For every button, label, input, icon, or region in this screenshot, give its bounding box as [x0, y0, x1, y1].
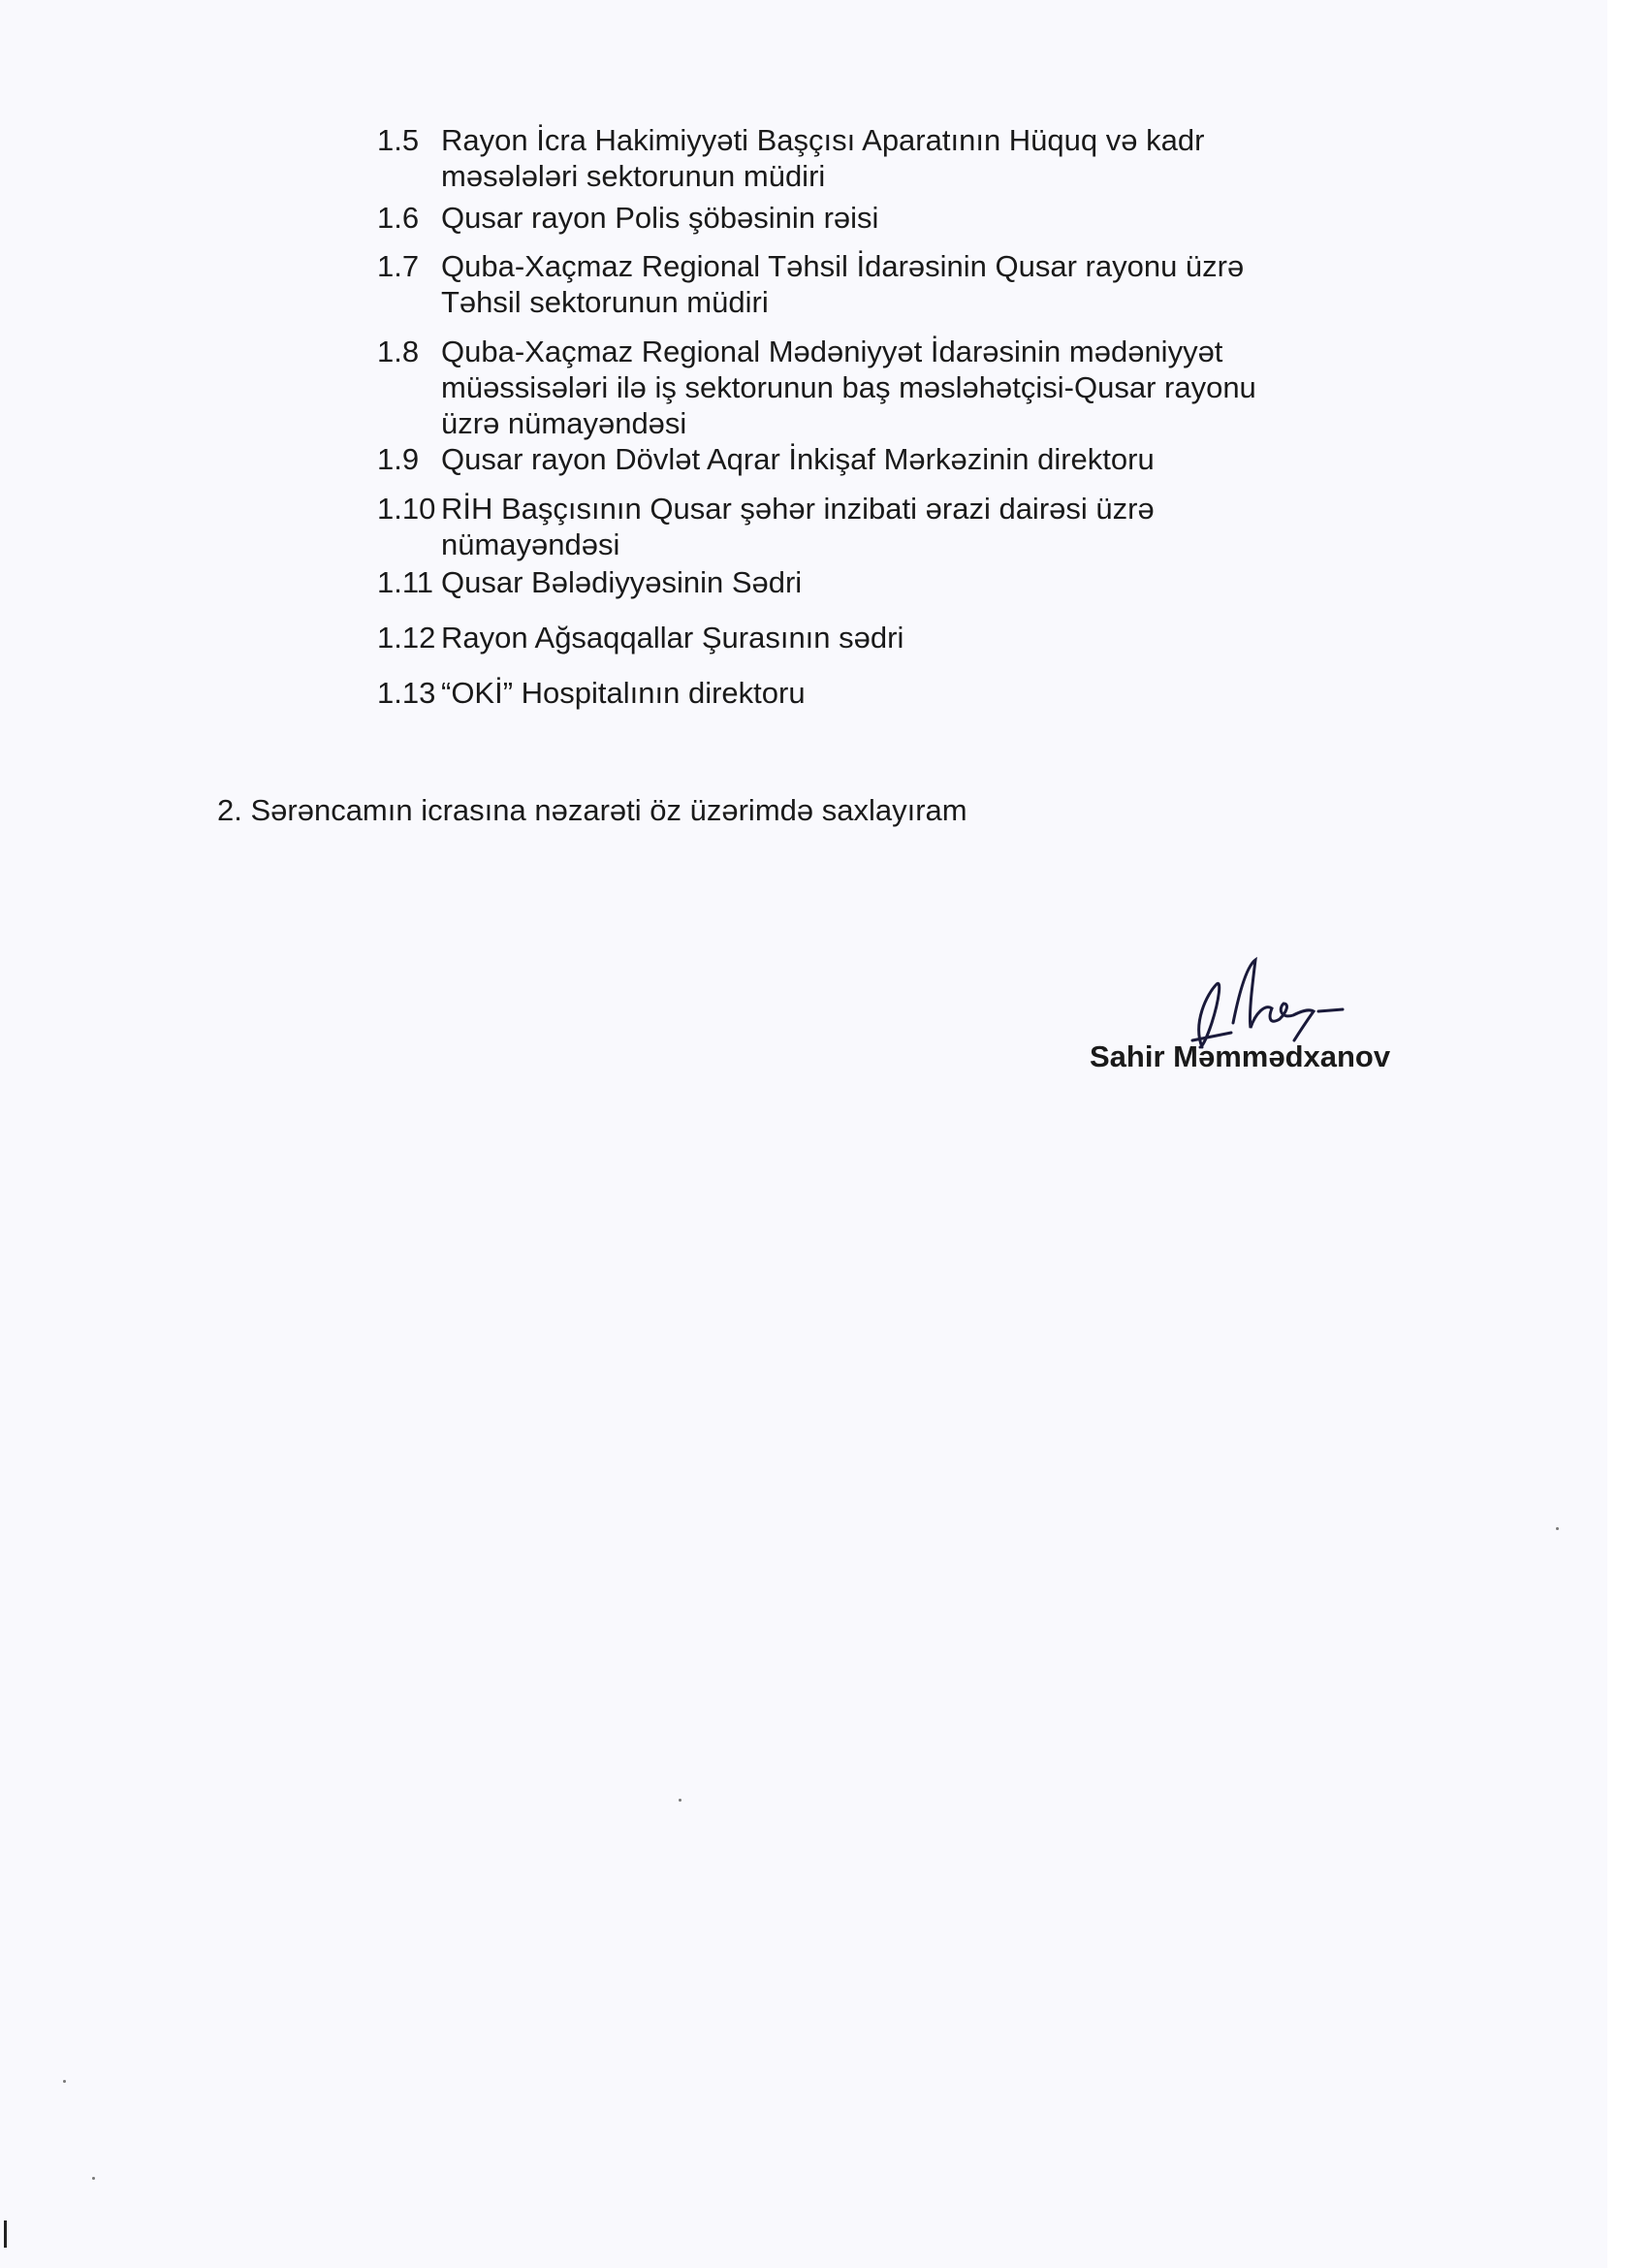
list-item	[339, 334, 1406, 441]
item-text: RİH Başçısının Qusar şəhər inzibati ərazi dairəsi üzrə nümayəndəsi	[441, 492, 1155, 561]
scan-margin-mark	[4, 2220, 7, 2248]
handwritten-signature	[1163, 955, 1386, 1052]
item-text: Quba-Xaçmaz Regional Mədəniyyət İdarəsinin mədəniyyət müəssisələri ilə iş sektorunun baş məsləhətçisi-Qusar rayonu üzrə nümayəndəsi	[441, 335, 1256, 440]
item-number: 1.8	[377, 335, 420, 368]
item-number: 1.5	[377, 123, 420, 157]
list-item	[339, 441, 1406, 477]
list-item	[339, 675, 1406, 711]
scan-speck	[1556, 1527, 1559, 1530]
item-text: Qusar Bələdiyyəsinin Sədri	[441, 565, 803, 599]
item-text: Rayon Ağsaqqallar Şurasının sədri	[441, 621, 904, 655]
item-number: 1.10	[377, 492, 436, 526]
list-item	[339, 248, 1406, 320]
item-number: 1.7	[377, 249, 420, 283]
item-number: 1.13	[377, 676, 436, 710]
list-item	[339, 620, 1406, 655]
item-number: 1.9	[377, 442, 420, 476]
scan-speck	[679, 1799, 681, 1802]
scan-edge	[1607, 0, 1648, 2268]
item-text: Qusar rayon Dövlət Aqrar İnkişaf Mərkəzinin direktoru	[441, 442, 1155, 476]
list-item	[339, 564, 1406, 600]
item-number: 1.11	[377, 565, 434, 599]
list-item	[339, 491, 1406, 562]
item-text: “OKİ” Hospitalının direktoru	[441, 676, 806, 710]
list-item	[339, 200, 1406, 236]
item-text: Rayon İcra Hakimiyyəti Başçısı Aparatının Hüquq və kadr məsələləri sektorunun müdiri	[441, 123, 1205, 193]
signatory-name: Sahir Məmmədxanov	[1090, 1039, 1391, 1073]
item-text: Qusar rayon Polis şöbəsinin rəisi	[441, 201, 879, 235]
control-clause: 2. Sərəncamın icrasına nəzarəti öz üzərimdə saxlayıram	[217, 793, 967, 827]
scan-speck	[92, 2177, 95, 2180]
scan-speck	[63, 2080, 66, 2083]
item-number: 1.6	[377, 201, 420, 235]
item-number: 1.12	[377, 621, 436, 655]
list-item	[339, 122, 1406, 194]
item-text: Quba-Xaçmaz Regional Təhsil İdarəsinin Qusar rayonu üzrə Təhsil sektorunun müdiri	[441, 249, 1245, 319]
appointee-list	[339, 122, 1406, 711]
